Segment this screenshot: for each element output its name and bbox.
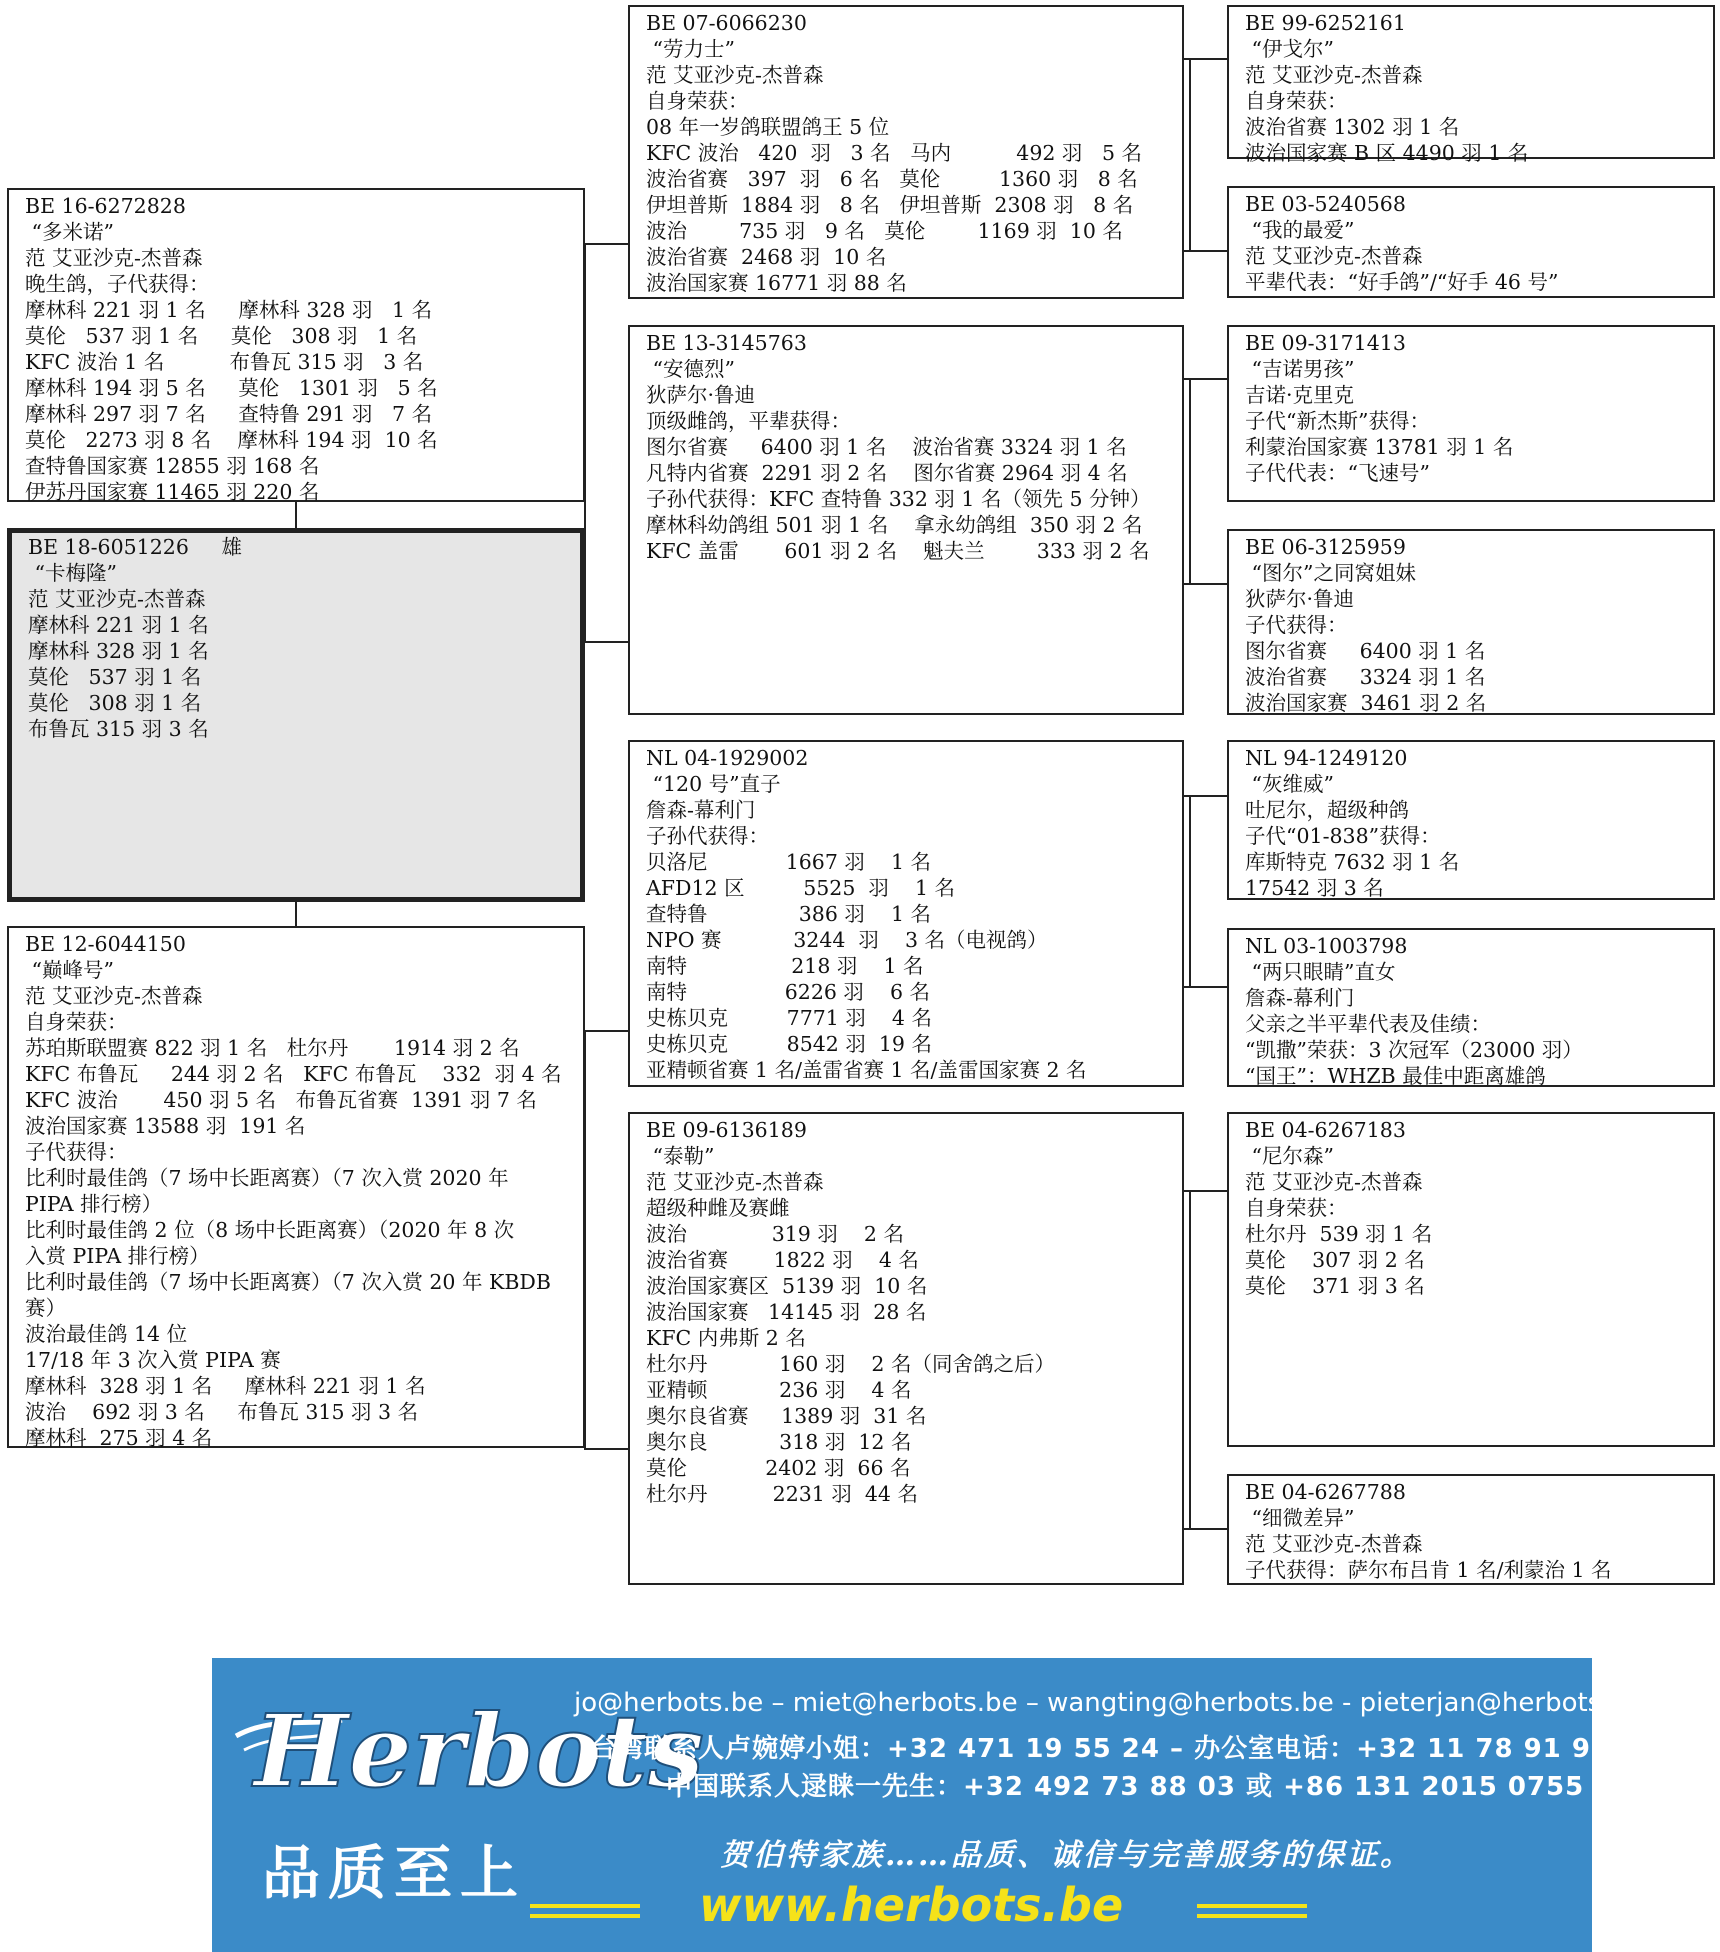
pedigree-line: 波治 319 羽 2 名	[646, 1222, 904, 1246]
pedigree-line: 摩林科 328 羽 1 名	[28, 639, 209, 663]
connector	[1183, 986, 1227, 988]
pedigree-line: 17542 羽 3 名	[1245, 876, 1384, 900]
pedigree-line: 自身荣获：	[646, 89, 749, 113]
pedigree-line: 苏珀斯联盟赛 822 羽 1 名 杜尔丹 1914 羽 2 名	[25, 1036, 520, 1060]
ring-number: BE 07-6066230	[646, 11, 807, 35]
pedigree-line: 晚生鸽，子代获得：	[25, 272, 210, 296]
pedigree-line: 摩林科幼鸽组 501 羽 1 名 拿永幼鸽组 350 羽 2 名	[646, 513, 1143, 537]
pedigree-line: 子代获得：	[1245, 613, 1348, 637]
pedigree-line: 莫伦 308 羽 1 名	[28, 691, 202, 715]
sire-sire-sire-card	[1227, 5, 1715, 165]
slogan: 贺伯特家族……品质、诚信与完善服务的保证。	[720, 1838, 1413, 1873]
pedigree-line: 平辈代表：“好手鸽”/“好手 46 号”	[1245, 270, 1559, 294]
pedigree-line: 狄萨尔·鲁迪	[1245, 587, 1355, 611]
pedigree-line: 子孙代获得：KFC 查特鲁 332 羽 1 名（领先 5 分钟）	[646, 487, 1151, 511]
connector	[1183, 250, 1227, 252]
pigeon-name: “我的最爱”	[1245, 218, 1355, 242]
pedigree-line: 杜尔丹 539 羽 1 名	[1245, 1222, 1433, 1246]
dam-sire-sire-card	[1227, 740, 1715, 900]
pedigree-line: KFC 内弗斯 2 名	[646, 1326, 806, 1350]
pedigree-line: 超级种雌及赛雌	[646, 1196, 790, 1220]
pedigree-line: 南特 6226 羽 6 名	[646, 980, 931, 1004]
pedigree-line: 顶级雌鸽，平辈获得：	[646, 409, 851, 433]
sire-dam-dam-card	[1227, 529, 1715, 715]
pedigree-line: 伊苏丹国家赛 11465 羽 220 名	[25, 480, 320, 504]
connector	[584, 243, 628, 245]
pedigree-line: 波治 692 羽 3 名 布鲁瓦 315 羽 3 名	[25, 1400, 419, 1424]
ring-number: BE 09-6136189	[646, 1118, 807, 1142]
tagline: 品质至上	[262, 1839, 527, 1907]
ring-number: BE 12-6044150	[25, 932, 186, 956]
ring-number: BE 04-6267788	[1245, 1480, 1406, 1504]
ring-number: NL 94-1249120	[1245, 746, 1408, 770]
pedigree-line: 南特 218 羽 1 名	[646, 954, 924, 978]
pedigree-line: 莫伦 371 羽 3 名	[1245, 1274, 1425, 1298]
pedigree-line: 奥尔良 318 羽 12 名	[646, 1430, 912, 1454]
logo-wordmark: Herbots	[254, 1692, 704, 1810]
pedigree-line: 利蒙治国家赛 13781 羽 1 名	[1245, 435, 1514, 459]
connector	[1189, 378, 1191, 585]
pedigree-line: 赛）	[25, 1296, 66, 1320]
pedigree-line: 摩林科 328 羽 1 名 摩林科 221 羽 1 名	[25, 1374, 426, 1398]
sire-sire-card	[628, 5, 1184, 299]
connector	[1183, 583, 1227, 585]
dam-sire-card	[628, 740, 1184, 1087]
pedigree-line: 摩林科 221 羽 1 名	[28, 613, 209, 637]
pedigree-line: 子代“新杰斯”获得：	[1245, 409, 1430, 433]
pigeon-name: “细微差异”	[1245, 1506, 1355, 1530]
pedigree-line: 波治最佳鸽 14 位	[25, 1322, 188, 1346]
pedigree-line: 自身荣获：	[1245, 1196, 1348, 1220]
sire-dam-card	[628, 325, 1184, 715]
subject-card	[7, 528, 585, 902]
ring-number: NL 04-1929002	[646, 746, 809, 770]
pedigree-line: 莫伦 2273 羽 8 名 摩林科 194 羽 10 名	[25, 428, 438, 452]
pedigree-line: 贝洛尼 1667 羽 1 名	[646, 850, 932, 874]
pigeon-name: “伊戈尔”	[1245, 37, 1334, 61]
pedigree-line: 波治国家赛 14145 羽 28 名	[646, 1300, 927, 1324]
dam-dam-sire-card	[1227, 1112, 1715, 1447]
connector	[1189, 1190, 1191, 1530]
herbots-logo	[232, 1676, 704, 1826]
pedigree-line: 图尔省赛 6400 羽 1 名 波治省赛 3324 羽 1 名	[646, 435, 1127, 459]
pedigree-line: 库斯特克 7632 羽 1 名	[1245, 850, 1460, 874]
dam-dam-dam-card	[1227, 1474, 1715, 1585]
pedigree-line: 亚精顿 236 羽 4 名	[646, 1378, 912, 1402]
pedigree-line: 范 艾亚沙克-杰普森	[1245, 63, 1423, 87]
pedigree-line: 范 艾亚沙克-杰普森	[646, 1170, 824, 1194]
pedigree-line: 17/18 年 3 次入赏 PIPA 赛	[25, 1348, 281, 1372]
pedigree-line: 莫伦 2402 羽 66 名	[646, 1456, 911, 1480]
pedigree-line: NPO 赛 3244 羽 3 名（电视鸽）	[646, 928, 1048, 952]
ring-number: BE 09-3171413	[1245, 331, 1406, 355]
pedigree-line: 摩林科 194 羽 5 名 莫伦 1301 羽 5 名	[25, 376, 438, 400]
pedigree-line: KFC 盖雷 601 羽 2 名 魁夫兰 333 羽 2 名	[646, 539, 1150, 563]
decorative-dash	[1197, 1904, 1307, 1908]
decorative-dash	[1197, 1914, 1307, 1918]
pedigree-line: 查特鲁 386 羽 1 名	[646, 902, 931, 926]
pedigree-line: 波治省赛 397 羽 6 名 莫伦 1360 羽 8 名	[646, 167, 1138, 191]
pedigree-line: PIPA 排行榜）	[25, 1192, 163, 1216]
pedigree-line: 查特鲁国家赛 12855 羽 168 名	[25, 454, 320, 478]
pedigree-line: 杜尔丹 2231 羽 44 名	[646, 1482, 918, 1506]
decorative-dash	[530, 1914, 640, 1918]
pigeon-name: “120 号”直子	[646, 772, 781, 796]
pedigree-line: 子代代表：“飞速号”	[1245, 461, 1430, 485]
taiwan-contact: 台湾联系人卢婉婷小姐：+32 471 19 55 24 – 办公室电话：+32 11 78 91 90	[590, 1734, 1610, 1764]
pedigree-line: 子代获得：萨尔布吕肯 1 名/利蒙治 1 名	[1245, 1558, 1612, 1582]
pedigree-line: KFC 波治 1 名 布鲁瓦 315 羽 3 名	[25, 350, 424, 374]
pedigree-line: 比利时最佳鸽（7 场中长距离赛）（7 次入赏 2020 年	[25, 1166, 509, 1190]
connector	[1183, 795, 1227, 797]
pedigree-line: KFC 波治 420 羽 3 名 马内 492 羽 5 名	[646, 141, 1143, 165]
sire-card	[7, 188, 585, 502]
connector	[584, 641, 628, 643]
pedigree-line: KFC 布鲁瓦 244 羽 2 名 KFC 布鲁瓦 332 羽 4 名	[25, 1062, 562, 1086]
sire-dam-sire-card	[1227, 325, 1715, 502]
pigeon-name: “多米诺”	[25, 220, 114, 244]
pedigree-line: 波治国家赛 3461 羽 2 名	[1245, 691, 1487, 715]
pedigree-line: 摩林科 297 羽 7 名 查特鲁 291 羽 7 名	[25, 402, 433, 426]
connector	[1189, 795, 1191, 988]
pedigree-line: 奥尔良省赛 1389 羽 31 名	[646, 1404, 927, 1428]
pedigree-line: 范 艾亚沙克-杰普森	[25, 246, 203, 270]
sire-sire-dam-card	[1227, 186, 1715, 298]
pedigree-line: 范 艾亚沙克-杰普森	[1245, 1532, 1423, 1556]
pigeon-name: “图尔”之同窝姐妹	[1245, 561, 1416, 585]
pedigree-line: 布鲁瓦 315 羽 3 名	[28, 717, 209, 741]
pedigree-line: 亚精顿省赛 1 名/盖雷省赛 1 名/盖雷国家赛 2 名	[646, 1058, 1087, 1082]
decorative-dash	[530, 1904, 640, 1908]
pedigree-line: 08 年一岁鸽联盟鸽王 5 位	[646, 115, 890, 139]
herbots-banner	[212, 1658, 1642, 1952]
pigeon-name: “灰维威”	[1245, 772, 1334, 796]
pedigree-line: 波治省赛 3324 羽 1 名	[1245, 665, 1486, 689]
pedigree-line: 波治省赛 1822 羽 4 名	[646, 1248, 919, 1272]
china-contact: 中国联系人逯睐一先生：+32 492 73 88 03 或 +86 131 2015 0755	[666, 1772, 1585, 1802]
pedigree-line: 图尔省赛 6400 羽 1 名	[1245, 639, 1486, 663]
pedigree-line: 莫伦 537 羽 1 名 莫伦 308 羽 1 名	[25, 324, 418, 348]
ring-number: BE 13-3145763	[646, 331, 807, 355]
pedigree-line: 自身荣获：	[1245, 89, 1348, 113]
pedigree-line: 狄萨尔·鲁迪	[646, 383, 756, 407]
pedigree-line: 父亲之半平辈代表及佳绩：	[1245, 1012, 1491, 1036]
website-link[interactable]: www.herbots.be	[699, 1878, 1124, 1932]
pigeon-name: “劳力士”	[646, 37, 735, 61]
pedigree-line: 詹森-幕利门	[646, 798, 756, 822]
dam-card	[7, 926, 585, 1448]
pedigree-line: 杜尔丹 160 羽 2 名（同舍鸽之后）	[646, 1352, 1055, 1376]
connector	[584, 1448, 628, 1450]
pedigree-line: 波治国家赛 16771 羽 88 名	[646, 271, 907, 295]
pedigree-line: 波治省赛 1302 羽 1 名	[1245, 115, 1460, 139]
dam-dam-card	[628, 1112, 1184, 1585]
connector	[1183, 1190, 1227, 1192]
ring-number: BE 16-6272828	[25, 194, 186, 218]
pedigree-line: 波治国家赛区 5139 羽 10 名	[646, 1274, 928, 1298]
ring-number: NL 03-1003798	[1245, 934, 1408, 958]
connector	[295, 900, 297, 928]
pedigree-line: 范 艾亚沙克-杰普森	[28, 587, 206, 611]
pedigree-line: 入赏 PIPA 排行榜）	[25, 1244, 210, 1268]
pedigree-line: 范 艾亚沙克-杰普森	[1245, 1170, 1423, 1194]
pedigree-line: “凯撒”荣获：3 次冠军（23000 羽）	[1245, 1038, 1583, 1062]
pedigree-line: KFC 波治 450 羽 5 名 布鲁瓦省赛 1391 羽 7 名	[25, 1088, 537, 1112]
pedigree-line: 史栋贝克 7771 羽 4 名	[646, 1006, 932, 1030]
ring-number: BE 06-3125959	[1245, 535, 1406, 559]
pedigree-line: 子代“01-838”获得：	[1245, 824, 1441, 848]
pigeon-name: “尼尔森”	[1245, 1144, 1334, 1168]
pedigree-line: 自身荣获：	[25, 1010, 128, 1034]
pedigree-line: “国王”：WHZB 最佳中距离雄鸽	[1245, 1064, 1546, 1088]
pigeon-name: “吉诺男孩”	[1245, 357, 1355, 381]
pedigree-line: 史栋贝克 8542 羽 19 名	[646, 1032, 932, 1056]
pedigree-line: 比利时最佳鸽（7 场中长距离赛）（7 次入赏 20 年 KBDB	[25, 1270, 551, 1294]
pedigree-line: 詹森-幕利门	[1245, 986, 1355, 1010]
connector	[1189, 58, 1191, 250]
pedigree-line: 摩林科 275 羽 4 名	[25, 1426, 213, 1450]
pigeon-name: “安德烈”	[646, 357, 735, 381]
ring-number: BE 03-5240568	[1245, 192, 1406, 216]
pedigree-line: 波治 735 羽 9 名 莫伦 1169 羽 10 名	[646, 219, 1123, 243]
pedigree-line: 摩林科 221 羽 1 名 摩林科 328 羽 1 名	[25, 298, 433, 322]
connector	[1183, 58, 1227, 60]
ring-number: BE 99-6252161	[1245, 11, 1406, 35]
pedigree-line: 子孙代获得：	[646, 824, 769, 848]
pedigree-line: 莫伦 537 羽 1 名	[28, 665, 202, 689]
pigeon-name: “卡梅隆”	[28, 561, 117, 585]
pedigree-line: 子代获得：	[25, 1140, 128, 1164]
pedigree-line: AFD12 区 5525 羽 1 名	[646, 876, 956, 900]
pedigree-line: 吉诺·克里克	[1245, 383, 1355, 407]
dam-sire-dam-card	[1227, 928, 1715, 1087]
connector	[584, 1030, 628, 1032]
connector	[1183, 378, 1227, 380]
pedigree-line: 范 艾亚沙克-杰普森	[646, 63, 824, 87]
pedigree-line: 吐尼尔，超级种鸽	[1245, 798, 1409, 822]
ring-number: BE 18-6051226 雄	[28, 535, 242, 559]
ring-number: BE 04-6267183	[1245, 1118, 1406, 1142]
pedigree-line: 波治国家赛 B 区 4490 羽 1 名	[1245, 141, 1529, 165]
pedigree-line: 波治国家赛 13588 羽 191 名	[25, 1114, 306, 1138]
pedigree-line: 波治省赛 2468 羽 10 名	[646, 245, 887, 269]
pedigree-line: 凡特内省赛 2291 羽 2 名 图尔省赛 2964 羽 4 名	[646, 461, 1128, 485]
pigeon-name: “巅峰号”	[25, 958, 114, 982]
pedigree-line: 范 艾亚沙克-杰普森	[25, 984, 203, 1008]
pedigree-line: 范 艾亚沙克-杰普森	[1245, 244, 1423, 268]
pigeon-name: “两只眼睛”直女	[1245, 960, 1396, 984]
pigeon-name: “泰勒”	[646, 1144, 715, 1168]
connector	[1183, 1528, 1227, 1530]
pedigree-line: 伊坦普斯 1884 羽 8 名 伊坦普斯 2308 羽 8 名	[646, 193, 1134, 217]
pedigree-line: 莫伦 307 羽 2 名	[1245, 1248, 1425, 1272]
email-contacts[interactable]: jo@herbots.be – miet@herbots.be – wangting@herbots.be - pieterjan@herbots.be	[574, 1688, 1642, 1718]
pedigree-line: 比利时最佳鸽 2 位（8 场中长距离赛）（2020 年 8 次	[25, 1218, 515, 1242]
